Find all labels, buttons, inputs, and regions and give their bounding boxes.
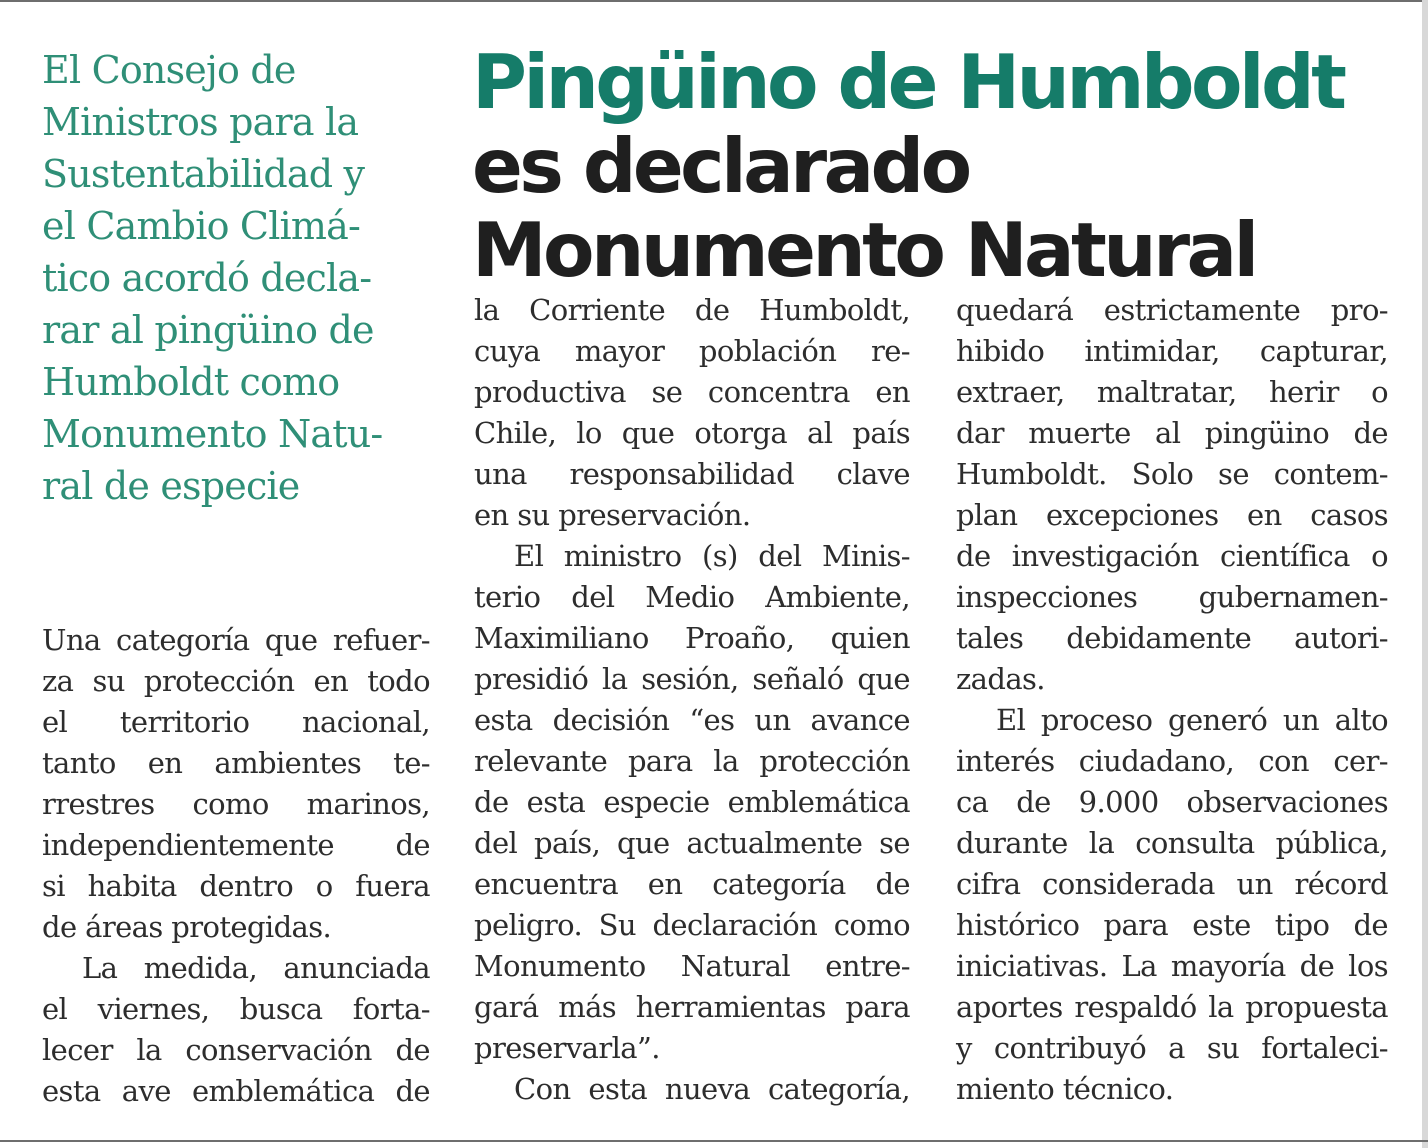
body-line: productiva se concentra en xyxy=(474,375,910,409)
headline-line-1: Pingüino de Humboldt xyxy=(472,38,1344,126)
body-line: de esta especie emblemática xyxy=(474,785,910,819)
top-rule xyxy=(0,0,1428,2)
lead-line: Humboldt como xyxy=(42,360,340,404)
body-line: cuya mayor población re- xyxy=(474,334,910,368)
lead-line: Monumento Natu- xyxy=(42,412,383,456)
body-line: esta decisión “es un avance xyxy=(474,703,910,737)
body-line: Humboldt. Solo se contem- xyxy=(956,457,1388,491)
body-line: quedará estrictamente pro- xyxy=(956,293,1388,327)
body-line: interés ciudadano, con cer- xyxy=(956,744,1388,778)
headline-line-3: Monumento Natural xyxy=(472,206,1256,294)
lead-line: rar al pingüino de xyxy=(42,308,374,352)
body-line: si habita dentro o fuera xyxy=(42,869,430,903)
body-line: hibido intimidar, capturar, xyxy=(956,334,1388,368)
body-line: cifra considerada un récord xyxy=(956,867,1388,901)
body-line: El proceso generó un alto xyxy=(996,703,1388,737)
body-line: independientemente de xyxy=(42,828,430,862)
lead-line: Sustentabilidad y xyxy=(42,152,365,196)
body-line: de investigación científica o xyxy=(956,539,1388,573)
body-line: iniciativas. La mayoría de los xyxy=(956,949,1388,983)
body-line: Una categoría que refuer- xyxy=(42,623,430,657)
body-line: zadas. xyxy=(956,662,1045,696)
body-line: extraer, maltratar, herir o xyxy=(956,375,1388,409)
body-line: y contribuyó a su fortaleci- xyxy=(956,1031,1388,1065)
body-column-3 xyxy=(956,290,1388,1110)
body-line: histórico para este tipo de xyxy=(956,908,1388,942)
lead-line: ral de especie xyxy=(42,464,300,508)
body-line: una responsabilidad clave xyxy=(474,457,910,491)
body-line: ca de 9.000 observaciones xyxy=(956,785,1388,819)
body-line: el territorio nacional, xyxy=(42,705,430,739)
lead-line: El Consejo de xyxy=(42,48,296,92)
body-column-1 xyxy=(42,620,430,1112)
body-line: peligro. Su declaración como xyxy=(474,908,910,942)
headline xyxy=(472,40,1402,292)
body-line: la Corriente de Humboldt, xyxy=(474,293,910,327)
body-line: terio del Medio Ambiente, xyxy=(474,580,910,614)
body-line: El ministro (s) del Minis- xyxy=(514,539,910,573)
body-line: Monumento Natural entre- xyxy=(474,949,910,983)
body-line: Con esta nueva categoría, xyxy=(514,1072,910,1106)
body-line: za su protección en todo xyxy=(42,664,430,698)
body-line: preservarla”. xyxy=(474,1031,660,1065)
body-line: aportes respaldó la propuesta xyxy=(956,990,1388,1024)
body-line: La medida, anunciada xyxy=(82,951,430,985)
body-line: en su preservación. xyxy=(474,498,751,532)
body-line: tanto en ambientes te- xyxy=(42,746,430,780)
body-line: miento técnico. xyxy=(956,1072,1174,1106)
body-line: encuentra en categoría de xyxy=(474,867,910,901)
lead-line: Ministros para la xyxy=(42,100,359,144)
body-line: tales debidamente autori- xyxy=(956,621,1388,655)
body-line: el viernes, busca forta- xyxy=(42,992,430,1026)
headline-line-2: es declarado xyxy=(472,122,969,210)
body-line: plan excepciones en casos xyxy=(956,498,1388,532)
body-line: del país, que actualmente se xyxy=(474,826,910,860)
body-line: inspecciones gubernamen- xyxy=(956,580,1388,614)
bottom-rule xyxy=(0,1140,1428,1142)
body-line: dar muerte al pingüino de xyxy=(956,416,1388,450)
body-line: rrestres como marinos, xyxy=(42,787,430,821)
body-line: Maximiliano Proaño, quien xyxy=(474,621,910,655)
lead-line: tico acordó decla- xyxy=(42,256,372,300)
body-line: presidió la sesión, señaló que xyxy=(474,662,910,696)
body-line: de áreas protegidas. xyxy=(42,910,332,944)
lead-line: el Cambio Climá- xyxy=(42,204,361,248)
body-line: Chile, lo que otorga al país xyxy=(474,416,910,450)
lead-paragraph xyxy=(42,44,442,512)
body-line: lecer la conservación de xyxy=(42,1033,430,1067)
body-line: durante la consulta pública, xyxy=(956,826,1388,860)
body-line: relevante para la protección xyxy=(474,744,910,778)
body-column-2 xyxy=(474,290,910,1110)
page-edge xyxy=(1422,0,1428,1148)
body-line: gará más herramientas para xyxy=(474,990,910,1024)
body-line: esta ave emblemática de xyxy=(42,1074,430,1108)
